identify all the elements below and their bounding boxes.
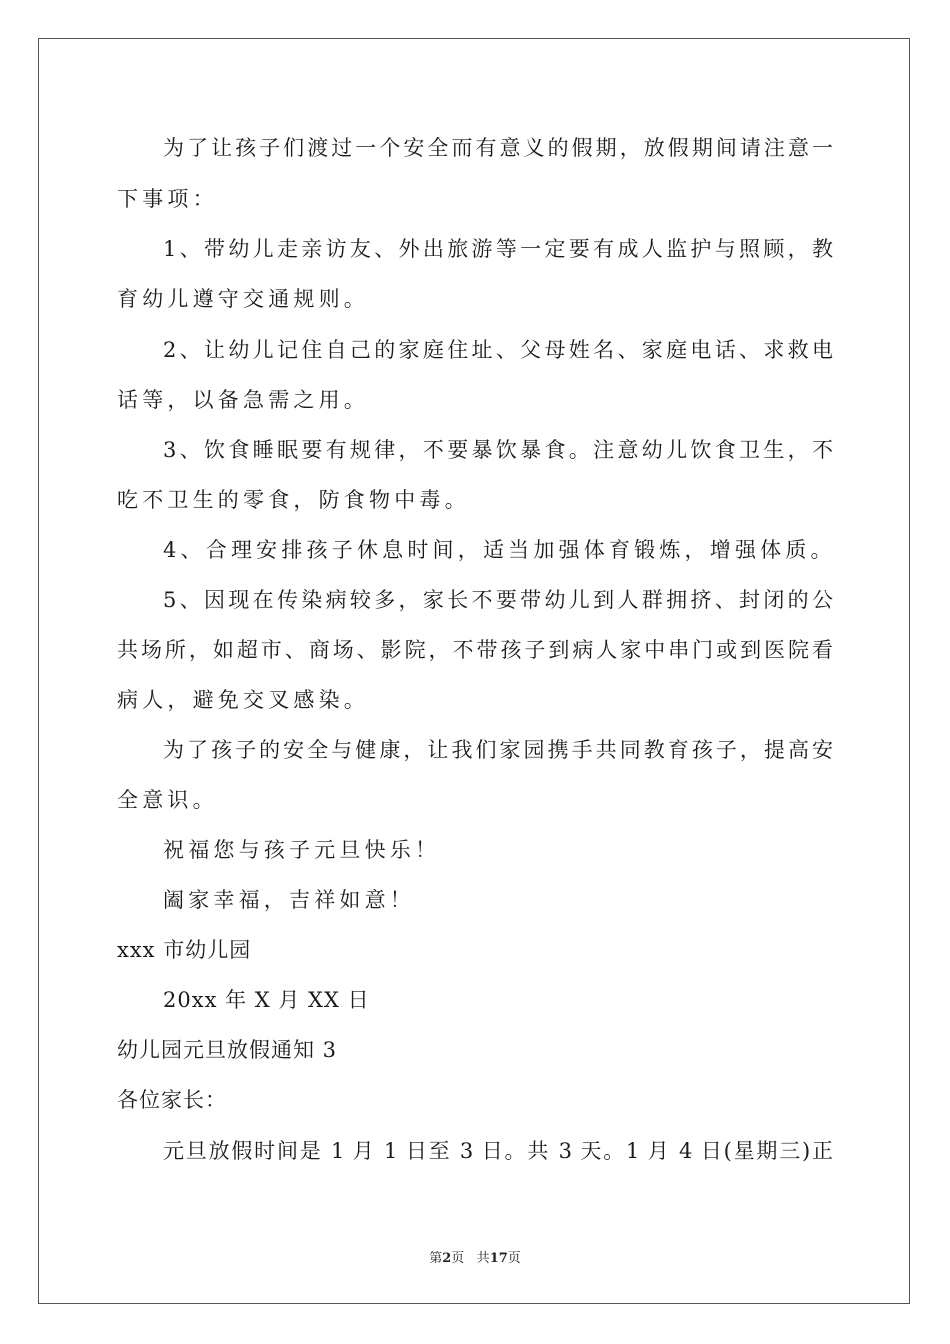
date-line: 20xx 年 X 月 XX 日: [163, 988, 370, 1012]
item-1-line1: 1、带幼儿走亲访友、外出旅游等一定要有成人监护与照顾，教: [163, 237, 833, 261]
item-2-line2: 话等，以备急需之用。: [117, 388, 369, 412]
page-footer: [0, 1247, 950, 1266]
item-5-line2: 共场所，如超市、商场、影院，不带孩子到病人家中串门或到医院看: [117, 638, 833, 662]
page-border: [38, 38, 910, 1304]
footer-total-prefix: 共: [476, 1251, 490, 1266]
wish-line-1: 祝福您与孩子元旦快乐！: [163, 838, 441, 862]
salutation: 各位家长：: [117, 1088, 227, 1112]
signature: xxx 市幼儿园: [117, 938, 252, 962]
item-4-line1: 4、合理安排孩子休息时间，适当加强体育锻炼，增强体质。: [163, 538, 836, 562]
footer-total-suffix: 页: [507, 1251, 521, 1266]
wish-line-2: 阖家幸福，吉祥如意！: [163, 888, 415, 912]
item-5-line1: 5、因现在传染病较多，家长不要带幼儿到人群拥挤、封闭的公: [163, 588, 833, 612]
item-3-line2: 吃不卫生的零食，防食物中毒。: [117, 488, 470, 512]
paragraph-closing-line1: 为了孩子的安全与健康，让我们家园携手共同教育孩子，提高安: [163, 738, 833, 762]
item-1-line2: 育幼儿遵守交通规则。: [117, 287, 369, 311]
item-2-line1: 2、让幼儿记住自己的家庭住址、父母姓名、家庭电话、求救电: [163, 338, 833, 362]
paragraph-holiday-line1: 元旦放假时间是 1 月 1 日至 3 日。共 3 天。1 月 4 日(星期三)正: [163, 1139, 833, 1163]
footer-page-number: 2: [442, 1251, 452, 1266]
paragraph-closing-line2: 全意识。: [117, 788, 218, 812]
footer-total-number: 17: [489, 1251, 508, 1266]
item-3-line1: 3、饮食睡眠要有规律，不要暴饮暴食。注意幼儿饮食卫生，不: [163, 438, 833, 462]
footer-page-prefix: 第: [429, 1251, 443, 1266]
item-5-line3: 病人，避免交叉感染。: [117, 688, 369, 712]
section-title: 幼儿园元旦放假通知 3: [117, 1038, 338, 1062]
footer-page-suffix: 页: [451, 1251, 465, 1266]
paragraph-intro-line2: 下事项：: [117, 187, 218, 211]
paragraph-intro-line1: 为了让孩子们渡过一个安全而有意义的假期，放假期间请注意一: [163, 136, 833, 160]
